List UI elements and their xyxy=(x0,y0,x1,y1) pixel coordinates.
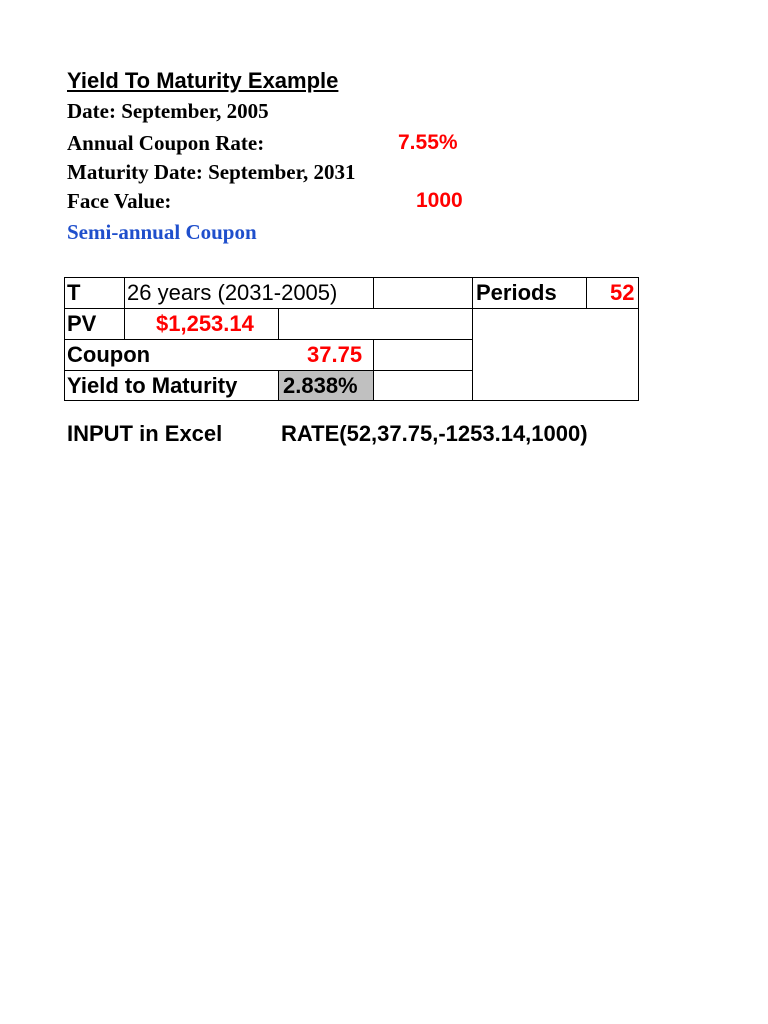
periods-label: Periods xyxy=(476,280,557,305)
grid-line xyxy=(124,277,125,340)
coupon-rate-value: 7.55% xyxy=(398,131,458,154)
face-value-label: Face Value: xyxy=(67,189,172,213)
t-label: T xyxy=(67,280,81,305)
grid-line xyxy=(373,277,374,309)
periods-value: 52 xyxy=(610,280,635,305)
pv-label: PV xyxy=(67,311,97,336)
grid-line xyxy=(586,277,587,309)
ytm-label: Yield to Maturity xyxy=(67,373,238,398)
ytm-value: 2.838% xyxy=(283,373,358,398)
grid-line xyxy=(373,339,374,401)
date-line: Date: September, 2005 xyxy=(67,99,269,123)
pv-value: $1,253.14 xyxy=(156,311,254,336)
grid-line xyxy=(64,277,65,401)
grid-line xyxy=(64,308,639,309)
face-value-value: 1000 xyxy=(416,189,463,212)
grid-line xyxy=(278,308,279,340)
grid-line xyxy=(638,277,639,401)
excel-formula: RATE(52,37.75,-1253.14,1000) xyxy=(281,421,588,446)
grid-line xyxy=(472,277,473,401)
coupon-rate-label: Annual Coupon Rate: xyxy=(67,131,265,155)
grid-line xyxy=(278,370,279,401)
semi-annual-coupon-note: Semi-annual Coupon xyxy=(67,220,257,244)
maturity-date-line: Maturity Date: September, 2031 xyxy=(67,160,356,184)
coupon-value: 37.75 xyxy=(307,342,363,367)
input-label: INPUT in Excel xyxy=(67,421,223,446)
page-title: Yield To Maturity Example xyxy=(67,68,339,93)
coupon-label: Coupon xyxy=(67,342,151,367)
t-value: 26 years (2031-2005) xyxy=(127,280,338,305)
